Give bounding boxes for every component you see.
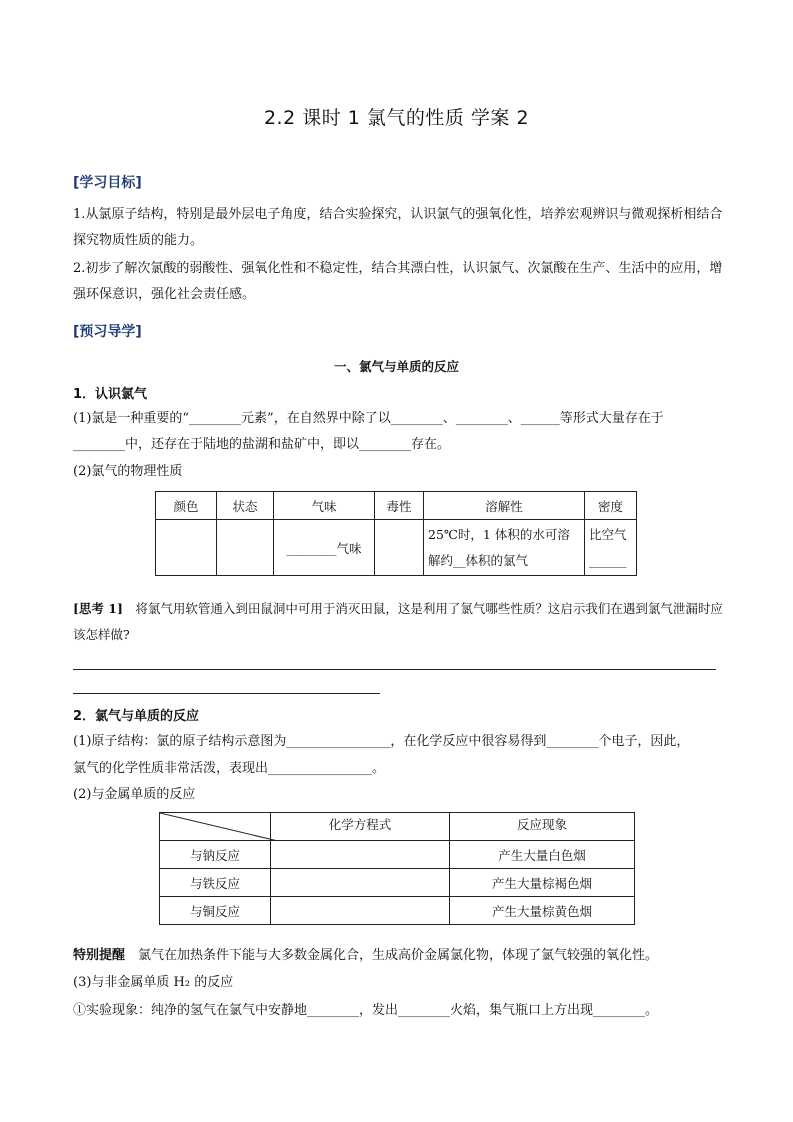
section-goals-heading: [学习目标] [73, 175, 142, 191]
subheading-know-chlorine: 1．认识氯气 [73, 387, 148, 402]
think-label: [思考 1] [73, 601, 123, 616]
cell-solubility [424, 520, 585, 576]
table-header-row [156, 492, 637, 520]
answer-line-1 [73, 669, 716, 670]
answer-line-2 [73, 693, 380, 694]
row-equation [271, 841, 450, 869]
cell-toxicity [375, 520, 424, 576]
goal-1: 1.从氯原子结构，特别是最外层电子角度，结合实验探究，认识氯气的强氧化性，培养宏观辨识与微观探析相结合探究物质性质的能力。 [73, 207, 723, 248]
table-row [160, 869, 635, 897]
cell-state [217, 520, 274, 576]
row-name: 与铜反应 [160, 897, 271, 925]
paragraph-3b: 氯气的化学性质非常活泼，表现出________________。 [73, 761, 386, 776]
special-tip [73, 943, 723, 969]
goal-2: 2.初步了解次氯酸的弱酸性、强氧化性和不稳定性，结合其漂白性，认识氯气、次氯酸在生产、生活中的应用，增强环保意识，强化社会责任感。 [73, 261, 723, 302]
row-phenomenon: 产生大量白色烟 [450, 841, 635, 869]
row-phenomenon: 产生大量棕黄色烟 [450, 897, 635, 925]
table-row [160, 897, 635, 925]
document-title: 2.2 课时 1 氯气的性质 学案 2 [263, 107, 530, 129]
physical-properties-table [155, 491, 637, 576]
header-smell: 气味 [274, 492, 375, 520]
row-name: 与钠反应 [160, 841, 271, 869]
section-preview-heading: [预习导学] [73, 324, 142, 340]
solubility-line-1: 25℃时，1 体积的水可溶 [428, 526, 570, 542]
header-equation: 化学方程式 [271, 813, 450, 841]
row-equation [271, 897, 450, 925]
think-question [73, 596, 723, 648]
tip-label: 特别提醒 [73, 948, 126, 963]
table-row [160, 841, 635, 869]
paragraph-1b: ________中，还存在于陆地的盐湖和盐矿中，即以________存在。 [73, 437, 451, 452]
row-name: 与铁反应 [160, 869, 271, 897]
tip-text: 氯气在加热条件下能与大多数金属化合，生成高价金属氯化物，体现了氯气较强的氧化性。 [125, 948, 659, 963]
header-solubility: 溶解性 [424, 492, 585, 520]
density-line-1: 比空气 [589, 526, 627, 542]
paragraph-1a: (1)氯是一种重要的“________元素”，在自然界中除了以________、________、______等形式大量存在于 [73, 411, 664, 426]
header-color: 颜色 [156, 492, 217, 520]
density-line-2: ______ [589, 552, 627, 568]
cell-smell: ________气味 [274, 520, 375, 576]
think-text: 将氯气用软管通入到田鼠洞中可用于消灭田鼠，这是利用了氯气哪些性质？这启示我们在遇到氯气泄漏时应该怎样做? [73, 601, 723, 642]
diagonal-line [160, 813, 278, 841]
table-header-row [160, 813, 635, 841]
paragraph-experiment: ①实验现象：纯净的氢气在氯气中安静地________，发出________火焰，集气瓶口上方出现________。 [73, 1003, 659, 1018]
table-row [156, 520, 637, 576]
header-toxicity: 毒性 [375, 492, 424, 520]
header-density: 密度 [585, 492, 637, 520]
header-phenomenon: 反应现象 [450, 813, 635, 841]
metal-reaction-table [159, 812, 635, 925]
paragraph-nonmetal: (3)与非金属单质 H₂ 的反应 [73, 975, 234, 990]
paragraph-metal: (2)与金属单质的反应 [73, 787, 196, 802]
cell-density [585, 520, 637, 576]
paragraph-3a: (1)原子结构：氯的原子结构示意图为________________，在化学反应中很容易得到________个电子，因此， [73, 734, 690, 749]
diagonal-header-cell [160, 813, 271, 841]
subheading-reaction: 2．氯气与单质的反应 [73, 709, 200, 724]
row-equation [271, 869, 450, 897]
cell-color [156, 520, 217, 576]
part1-title: 一、氯气与单质的反应 [333, 359, 459, 374]
paragraph-physical: (2)氯气的物理性质 [73, 464, 183, 479]
header-state: 状态 [217, 492, 274, 520]
solubility-line-2: 解约__体积的氯气 [428, 552, 529, 568]
row-phenomenon: 产生大量棕褐色烟 [450, 869, 635, 897]
